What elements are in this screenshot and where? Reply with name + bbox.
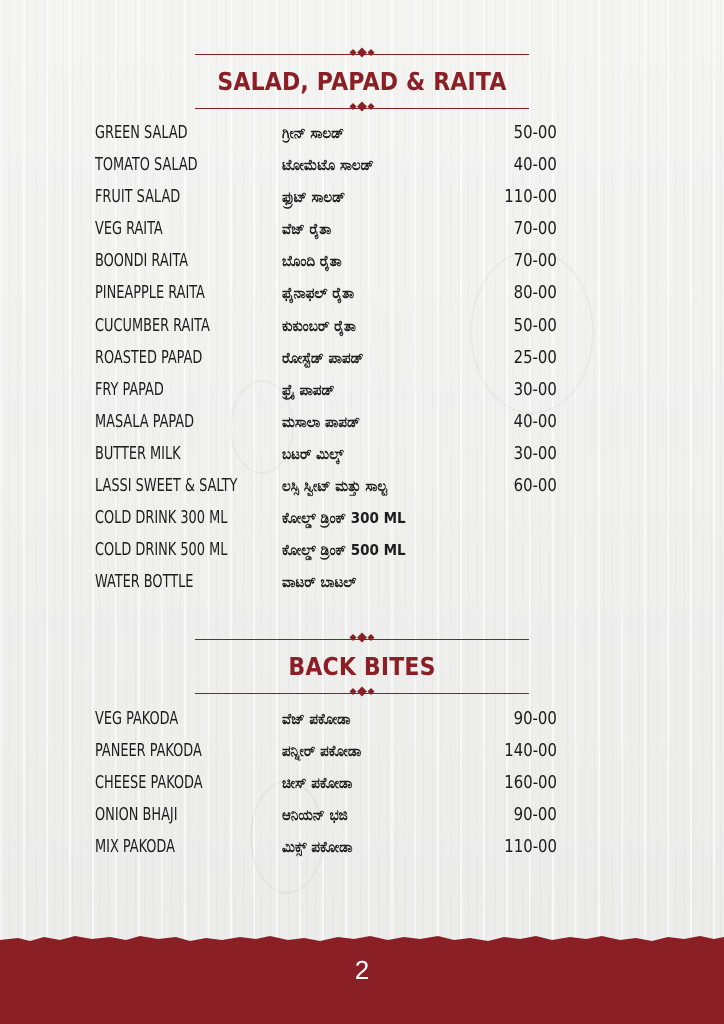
item-price: 30-00: [513, 443, 557, 464]
item-name: TOMATO SALAD: [95, 155, 198, 176]
item-price: 70-00: [513, 219, 557, 240]
item-name: PINEAPPLE RAITA: [95, 283, 205, 304]
item-name: VEG RAITA: [95, 219, 163, 240]
menu-item: [95, 475, 557, 507]
item-name: FRUIT SALAD: [95, 187, 181, 208]
item-name-kannada: ಆನಿಯನ್ ಭಜಿ: [282, 806, 348, 825]
item-name: BUTTER MILK: [95, 443, 181, 464]
item-name: ONION BHAJI: [95, 805, 178, 826]
item-name-kannada: ರೋಸ್ಟೆಡ್ ಪಾಪಡ್: [282, 348, 364, 367]
item-price: 60-00: [513, 476, 557, 497]
item-name-kannada: ವಾಟರ್ ಬಾಟಲ್: [282, 573, 357, 592]
item-price: 40-00: [513, 411, 557, 432]
torn-edge: [0, 934, 724, 948]
item-name-kannada: ಫ್ರೈ ಪಾಪಡ್: [282, 380, 335, 399]
menu-item: [95, 740, 557, 772]
menu-item: [95, 539, 557, 571]
item-name: ROASTED PAPAD: [95, 347, 203, 368]
item-name: CUCUMBER RAITA: [95, 315, 210, 336]
item-price: 140-00: [504, 741, 557, 762]
menu-item: [95, 122, 557, 154]
menu-item: [95, 804, 557, 836]
menu-item: [95, 154, 557, 186]
item-price: 30-00: [513, 379, 557, 400]
item-price: 80-00: [513, 283, 557, 304]
section-header-salad: [195, 49, 529, 115]
item-name-kannada: ವೆಜ್ ರೈತಾ: [282, 220, 332, 239]
item-price: 40-00: [513, 155, 557, 176]
menu-item: [95, 411, 557, 443]
item-name-kannada: ಟೋಮೆಟೊ ಸಾಲಡ್: [282, 156, 374, 175]
menu-item: [95, 836, 557, 868]
section-title: SALAD, PAPAD & RAITA: [217, 67, 507, 96]
menu-item: [95, 443, 557, 475]
item-name: CHEESE PAKODA: [95, 773, 203, 794]
item-price: 90-00: [513, 709, 557, 729]
item-name-kannada: ಕುಕುಂಬರ್ ರೈತಾ: [282, 316, 356, 335]
item-name-kannada: ಲಸ್ಸಿ ಸ್ವೀಟ್ ಮತ್ತು ಸಾಲ್ಟ: [282, 477, 388, 496]
section-header-back-bites: [195, 634, 529, 700]
menu-item: [95, 772, 557, 804]
item-name: VEG PAKODA: [95, 709, 179, 729]
menu-item: [95, 250, 557, 282]
item-name: FRY PAPAD: [95, 379, 164, 400]
item-name-kannada: ಬೊಂದಿ ರೈತಾ: [282, 252, 342, 271]
menu-item: [95, 186, 557, 218]
item-name: LASSI SWEET & SALTY: [95, 476, 238, 497]
item-name: MASALA PAPAD: [95, 411, 195, 432]
item-name: PANEER PAKODA: [95, 741, 202, 762]
item-price: 90-00: [513, 805, 557, 826]
item-price: 160-00: [504, 773, 557, 794]
item-name: COLD DRINK 300 ML: [95, 508, 228, 529]
ornament-divider: [195, 103, 529, 115]
item-name: COLD DRINK 500 ML: [95, 540, 228, 561]
item-price: 110-00: [504, 187, 557, 208]
menu-item: [95, 282, 557, 314]
item-name: GREEN SALAD: [95, 123, 188, 143]
item-name-kannada: ಗ್ರೀನ್ ಸಾಲಡ್: [282, 124, 345, 142]
item-name-kannada: ಚೀಸ್ ಪಕೋಡಾ: [282, 774, 353, 793]
item-price: 50-00: [513, 315, 557, 336]
item-name-kannada: ಬಟರ್ ಮಿಲ್ಕ್: [282, 444, 344, 463]
menu-item: [95, 379, 557, 411]
item-name-kannada: ಫೈನಾಫಲ್ ರೈತಾ: [282, 284, 355, 303]
item-price: 50-00: [513, 123, 557, 143]
ornament-divider: [195, 688, 529, 700]
item-name: WATER BOTTLE: [95, 572, 194, 593]
item-name-kannada: ಕೋಲ್ಡ್ ಡ್ರಿಂಕ್ 500 ML: [282, 541, 406, 560]
menu-item: [95, 347, 557, 379]
item-price: 110-00: [504, 837, 557, 858]
menu-item: [95, 315, 557, 347]
item-name-kannada: ಕೋಲ್ಡ್ ಡ್ರಿಂಕ್ 300 ML: [282, 509, 406, 528]
menu-item: [95, 708, 557, 740]
page-number: 2: [354, 955, 370, 985]
item-name-kannada: ಮಿಕ್ಸ್ ಪಕೋಡಾ: [282, 838, 353, 857]
item-name-kannada: ವೆಜ್ ಪಕೋಡಾ: [282, 710, 351, 728]
menu-list-salad: [95, 122, 557, 603]
menu-item: [95, 507, 557, 539]
item-name-kannada: ಪನ್ನೀರ್ ಪಕೋಡಾ: [282, 742, 362, 761]
menu-item: [95, 218, 557, 250]
section-title: BACK BITES: [288, 652, 436, 681]
item-price: 70-00: [513, 251, 557, 272]
menu-list-back-bites: [95, 708, 557, 868]
item-name-kannada: ಮಸಾಲಾ ಪಾಪಡ್: [282, 412, 361, 431]
item-name: MIX PAKODA: [95, 837, 175, 858]
ornament-divider: [195, 634, 529, 646]
menu-item: [95, 571, 557, 603]
item-name: BOONDI RAITA: [95, 251, 189, 272]
item-name-kannada: ಫ್ರುಟ್ ಸಾಲಡ್: [282, 188, 346, 207]
item-price: 25-00: [513, 347, 557, 368]
ornament-divider: [195, 49, 529, 61]
